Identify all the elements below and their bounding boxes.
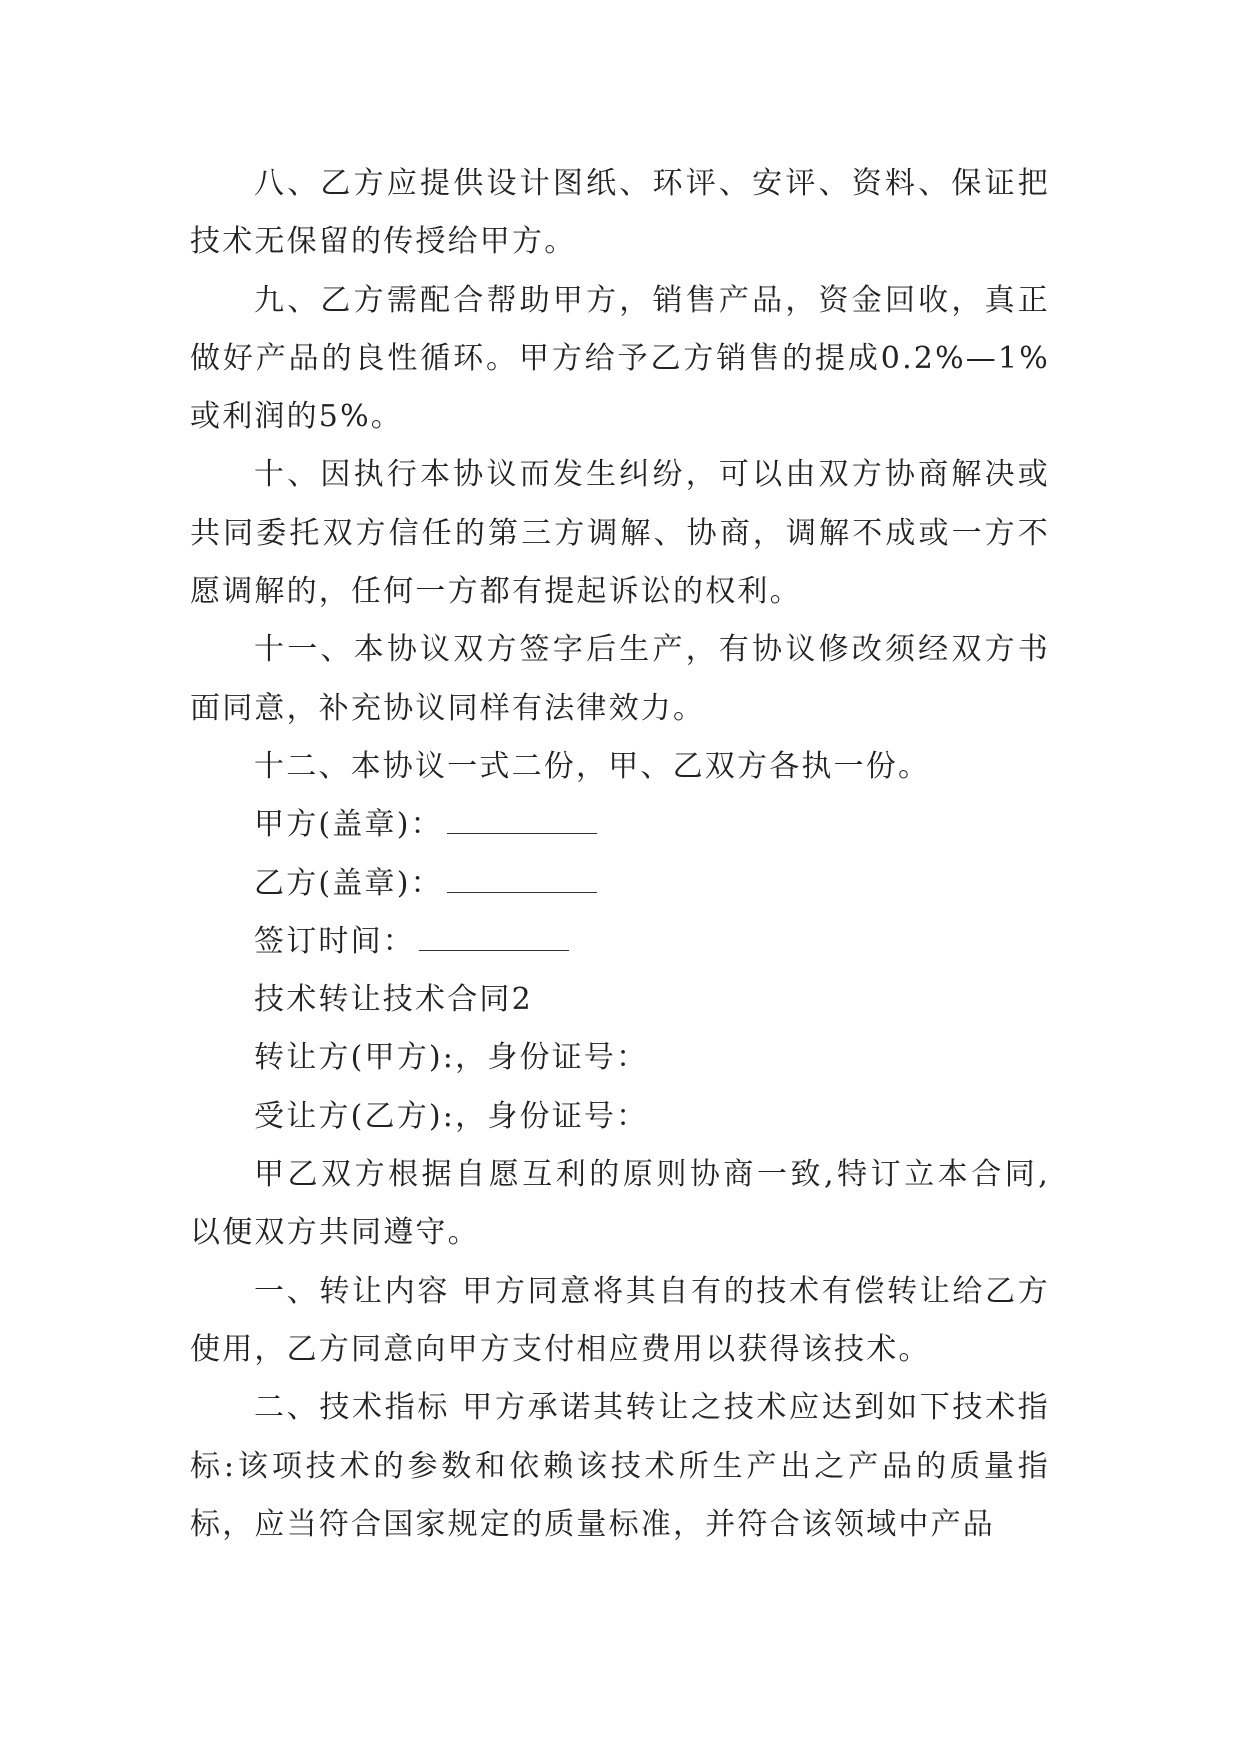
party-b-seal-line: [190, 855, 1050, 913]
clause-8: 八、乙方应提供设计图纸、环评、安评、资料、保证把技术无保留的传授给甲方。: [190, 166, 1050, 260]
sign-date-blank: [419, 928, 569, 951]
party-a-seal-label: 甲方(盖章)：: [254, 807, 443, 843]
party-a-seal-line: [190, 796, 1050, 854]
contract-2-clause-2: 二、技术指标 甲方承诺其转让之技术应达到如下技术指标:该项技术的参数和依赖该技术所生产出之产品的质量指标，应当符合国家规定的质量标准，并符合该领域中产品: [190, 1390, 1050, 1542]
party-a-seal-blank: [447, 811, 597, 834]
contract-2-preamble: 甲乙双方根据自愿互利的原则协商一致,特订立本合同,以便双方共同遵守。: [190, 1157, 1050, 1251]
contract-2-clause-1: 一、转让内容 甲方同意将其自有的技术有偿转让给乙方使用，乙方同意向甲方支付相应费用以获得该技术。: [190, 1273, 1050, 1367]
sign-date-line: [190, 913, 1050, 971]
clause-12: 十二、本协议一式二份，甲、乙双方各执一份。: [254, 748, 931, 784]
contract-2-title: 技术转让技术合同2: [254, 982, 533, 1018]
clause-11: 十一、本协议双方签字后生产，有协议修改须经双方书面同意，补充协议同样有法律效力。: [190, 632, 1050, 726]
clause-10: 十、因执行本协议而发生纠纷，可以由双方协商解决或共同委托双方信任的第三方调解、协商，调解不成或一方不愿调解的，任何一方都有提起诉讼的权利。: [190, 457, 1050, 610]
transferee-line: 受让方(乙方):，身份证号：: [254, 1098, 649, 1134]
clause-9: 九、乙方需配合帮助甲方，销售产品，资金回收，真正做好产品的良性循环。甲方给予乙方销售的提成0.2%—1%或利润的5%。: [190, 282, 1050, 435]
sign-date-label: 签订时间：: [254, 923, 415, 959]
party-b-seal-label: 乙方(盖章)：: [254, 865, 443, 901]
document-body: [190, 155, 1050, 1554]
transferor-line: 转让方(甲方):，身份证号：: [254, 1040, 649, 1076]
party-b-seal-blank: [447, 870, 597, 893]
